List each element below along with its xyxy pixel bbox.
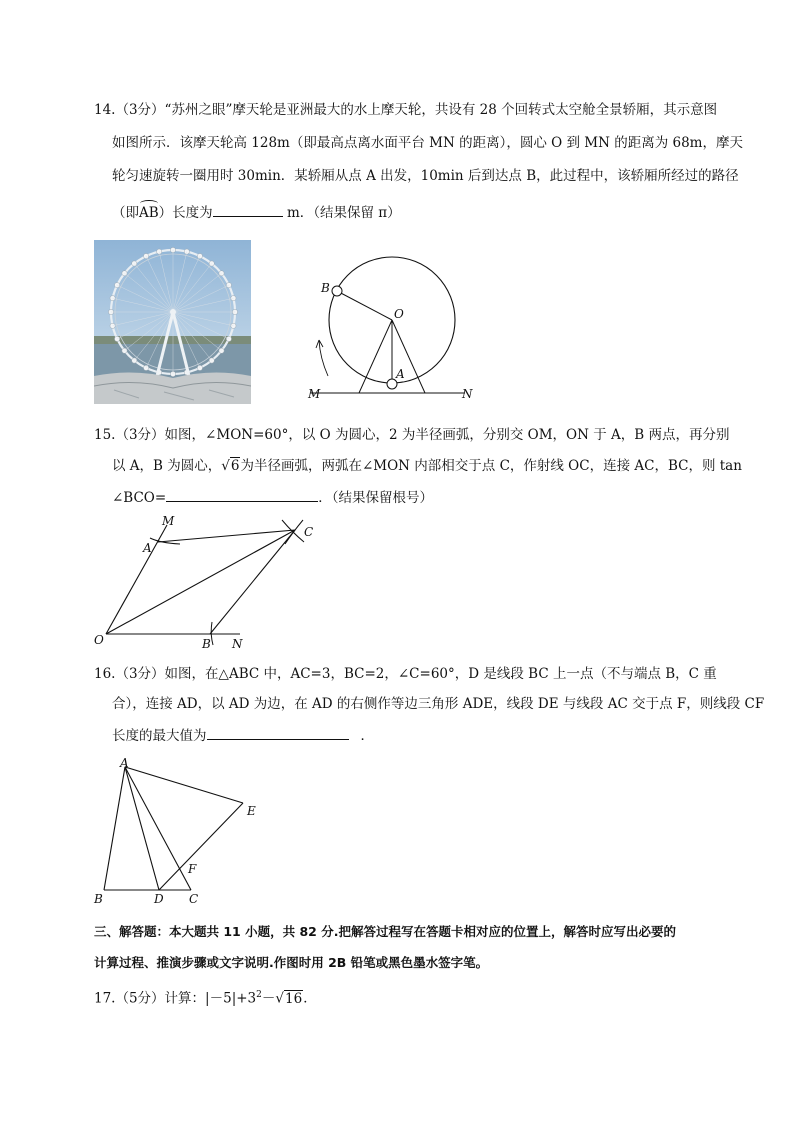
label-n: N [232, 637, 243, 651]
ferris-wheel-photo [94, 240, 251, 404]
label-a: A [396, 367, 405, 381]
section-3-heading-line-1: 三、解答题：本大题共 11 小题，共 82 分.把解答过程写在答题卡相对应的位置上，解答时应写出必要的 [94, 924, 676, 939]
q14-line-4-mid: ）长度为 [158, 205, 213, 221]
label-o: O [394, 307, 404, 321]
q15-line-3-post: ．（结果保留根号） [318, 490, 433, 506]
gondola [132, 358, 137, 363]
q17-line: 17.（5分）计算：$|-5|+3^2-√16$． [94, 990, 317, 1007]
label-e: E [247, 804, 256, 818]
label-b: B [94, 892, 103, 906]
triangle-diagram [92, 755, 272, 910]
label-m: M [308, 387, 321, 401]
q15-answer-blank[interactable] [166, 487, 318, 502]
angle-construction-diagram [92, 512, 332, 657]
label-a: A [143, 541, 152, 555]
q15-line-2: 以 A，B 为圆心，√6为半径画弧，两弧在∠MON 内部相交于点 C，作射线 OC，连接 AC，BC，则 tan [112, 458, 742, 474]
ferris-wheel-diagram [300, 240, 500, 410]
q17-pre: 17.（5分）计算：|－5|+3 [94, 990, 257, 1007]
label-d: D [154, 892, 164, 906]
sqrt-sixteen: 16 [285, 990, 303, 1007]
q16-line-3-post: ． [360, 728, 374, 744]
q16-line-3 [112, 725, 374, 746]
q14-answer-blank[interactable] [213, 202, 283, 217]
label-b: B [202, 637, 211, 651]
q14-line-4-post: m．（结果保留 π） [282, 205, 401, 221]
label-c: C [189, 892, 199, 906]
sqrt-six: 6 [230, 458, 240, 474]
q15-line-3-pre: ∠BCO= [112, 490, 167, 506]
q15-line-2-post: 为半径画弧，两弧在∠MON 内部相交于点 C，作射线 OC，连接 AC，BC，则 tan [240, 458, 742, 474]
gondola [219, 271, 224, 276]
q16-line-2: 合），连接 AD，以 AD 为边，在 AD 的右侧作等边三角形 ADE，线段 DE 与线段 AC 交于点 F，则线段 CF [112, 696, 765, 712]
gondola [132, 261, 137, 266]
q14-line-4-pre: （即 [112, 205, 139, 221]
q14-line-2: 如图所示．该摩天轮高 128m（即最高点离水面平台 MN 的距离），圆心 O 到 MN 的距离为 68m，摩天 [112, 135, 743, 151]
q16-answer-blank[interactable] [207, 725, 349, 740]
q16-line-1: 16.（3分）如图，在△ABC 中，AC=3，BC=2，∠C=60°，D 是线段 BC 上一点（不与端点 B，C 重 [94, 666, 717, 682]
q15-line-1: 15.（3分）如图，∠MON=60°，以 O 为圆心，2 为半径画弧，分别交 OM，ON 于 A，B 两点，再分别 [94, 427, 730, 443]
gondola [122, 348, 127, 353]
label-n: N [462, 387, 473, 401]
q15-line-3 [112, 487, 433, 508]
arc-ab-notation: AB [139, 205, 159, 221]
q17-post: ． [303, 990, 317, 1007]
q14-line-1: 14.（3分）“苏州之眼”摩天轮是亚洲最大的水上摩天轮，共设有 28 个回转式太空舱全景轿厢，其示意图 [94, 102, 718, 118]
q14-line-3: 轮匀速旋转一圈用时 30min．某轿厢从点 A 出发，10min 后到达点 B，此过程中，该轿厢所经过的路径 [112, 168, 739, 184]
label-f: F [188, 862, 197, 876]
label-b: B [321, 281, 330, 295]
label-m: M [162, 514, 175, 528]
label-c: C [304, 525, 314, 539]
gondola [219, 348, 224, 353]
q15-line-2-pre: 以 A，B 为圆心， [112, 458, 222, 474]
q14-line-4 [112, 202, 401, 223]
gondola [122, 271, 127, 276]
label-o: O [94, 633, 104, 647]
q16-line-3-pre: 长度的最大值为 [112, 728, 207, 744]
q17-minus: － [261, 990, 276, 1007]
label-a: A [120, 756, 129, 770]
section-3-heading-line-2: 计算过程、推演步骤或文字说明.作图时用 2B 铅笔或黑色墨水签字笔。 [94, 955, 489, 970]
q17-exponent: 2 [256, 990, 262, 1000]
